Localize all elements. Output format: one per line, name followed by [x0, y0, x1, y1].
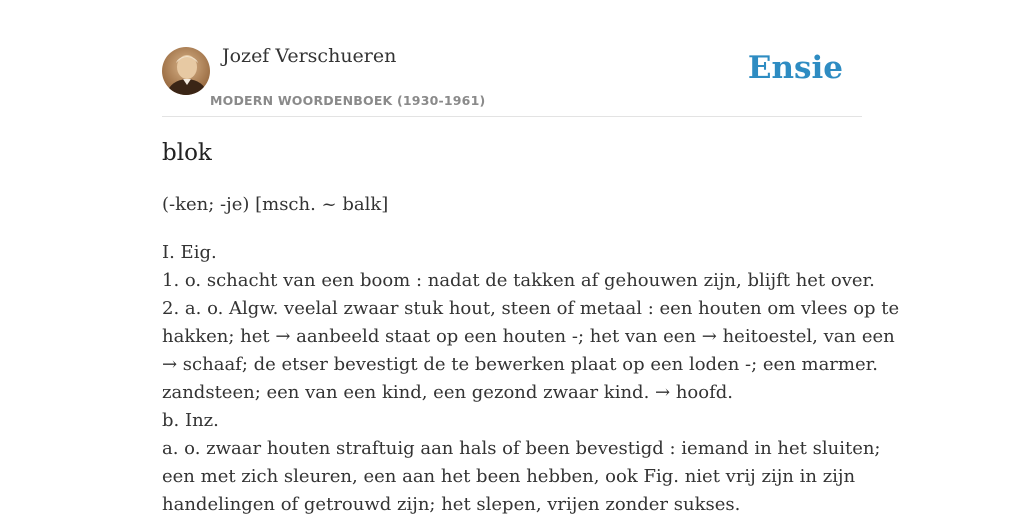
entry-term: blok — [162, 140, 212, 166]
entry-page — [162, 0, 900, 515]
ensie-logo[interactable]: Ensie — [747, 50, 843, 86]
definition-line: I. Eig. — [162, 242, 217, 263]
entry-definition — [162, 239, 900, 519]
entry-grammar: (-ken; -je) [msch. ~ balk] — [162, 194, 389, 215]
definition-line: een met zich sleuren, een aan het been hebben, ook Fig. niet vrij zijn in zijn — [162, 466, 856, 487]
author-name[interactable]: Jozef Verschueren — [222, 45, 397, 67]
definition-line: 2. a. o. Algw. veelal zwaar stuk hout, steen of metaal : een houten om vlees op te — [162, 298, 900, 319]
definition-line: 1. o. schacht van een boom : nadat de takken af gehouwen zijn, blijft het over. — [162, 270, 875, 291]
definition-line: → schaaf; de etser bevestigt de te bewerken plaat op een loden -; een marmer. — [162, 354, 878, 375]
dictionary-source[interactable]: MODERN WOORDENBOEK (1930-1961) — [210, 93, 486, 108]
author-avatar[interactable] — [162, 47, 210, 95]
definition-line: b. Inz. — [162, 410, 219, 431]
definition-line: hakken; het → aanbeeld staat op een houten -; het van een → heitoestel, van een — [162, 326, 895, 347]
definition-line: handelingen of getrouwd zijn; het slepen, vrijen zonder sukses. — [162, 494, 741, 515]
author-portrait-icon — [162, 47, 210, 95]
entry-header — [162, 0, 862, 117]
definition-line: zandsteen; een van een kind, een gezond zwaar kind. → hoofd. — [162, 382, 733, 403]
definition-line: a. o. zwaar houten straftuig aan hals of been bevestigd : iemand in het sluiten; — [162, 438, 881, 459]
